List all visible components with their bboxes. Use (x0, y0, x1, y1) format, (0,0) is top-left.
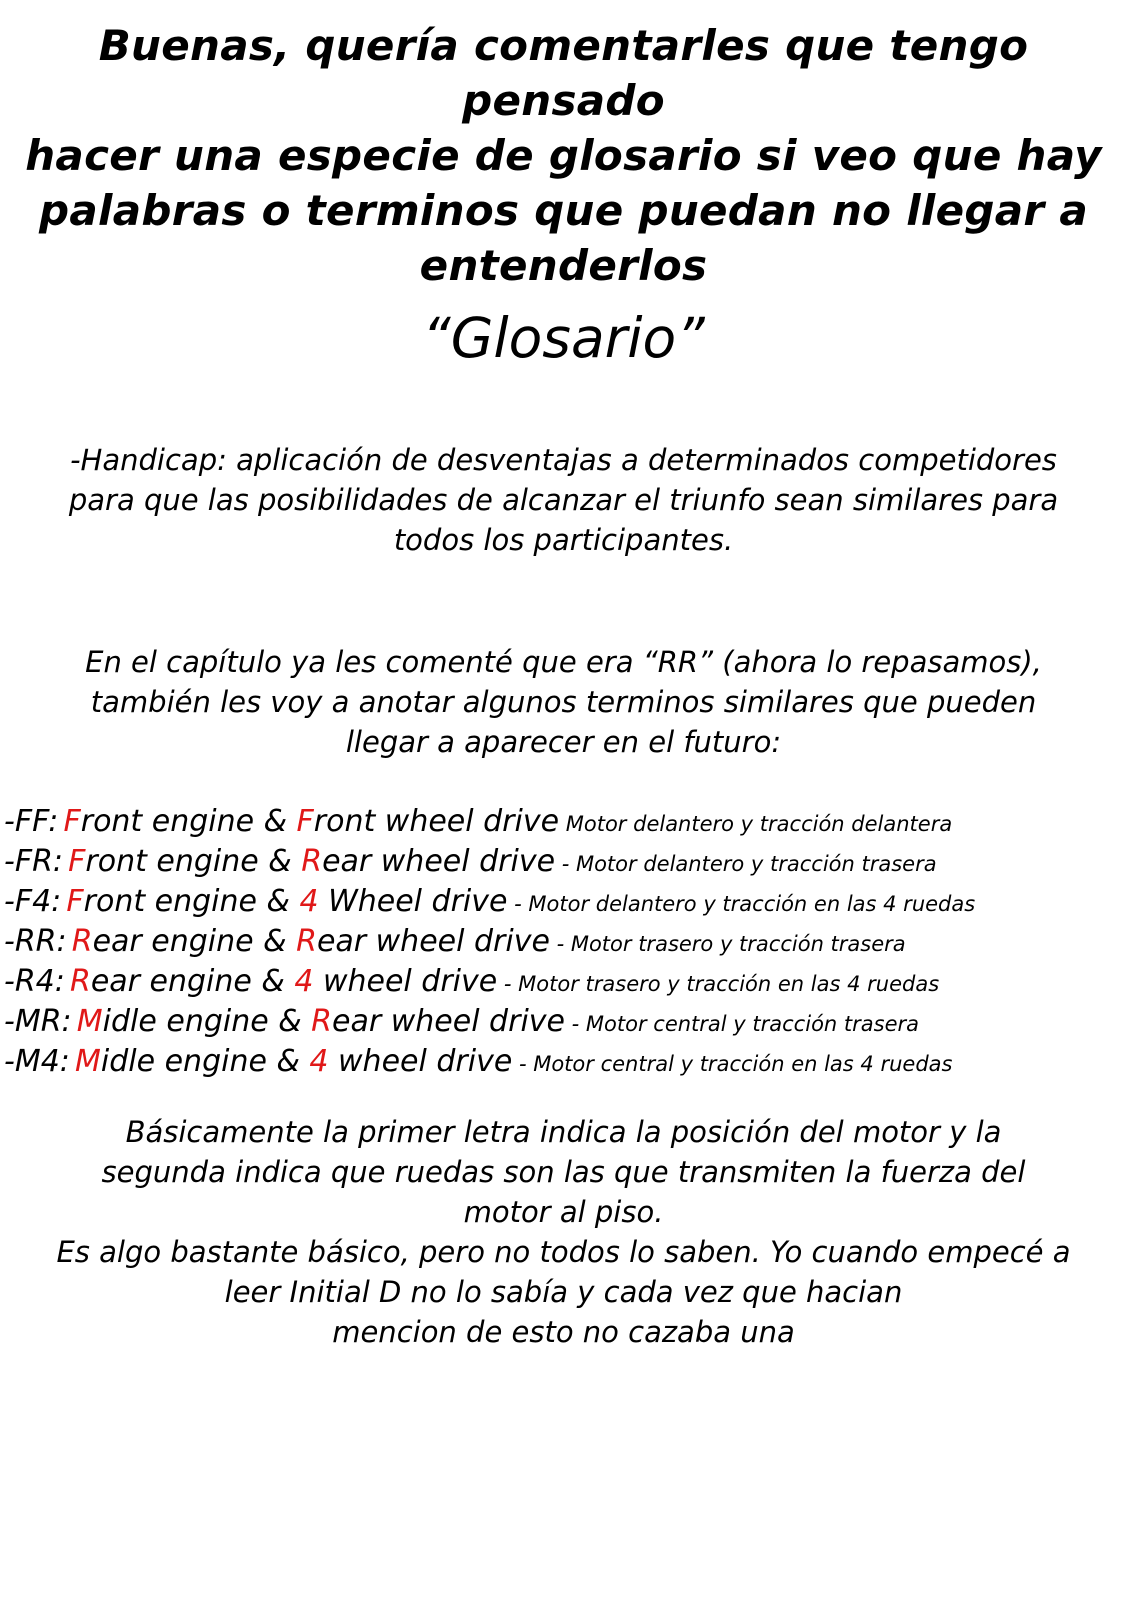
term-text: ear engine & (92, 924, 297, 959)
separator: - (497, 972, 519, 996)
glossary-abbr: -MR: (4, 1004, 72, 1039)
glossary-term (77, 1004, 565, 1039)
explanation-paragraph (4, 1112, 1123, 1352)
glossary-abbr: -FF: (4, 804, 59, 839)
term-text: Wheel drive (318, 884, 508, 919)
term-text: idle engine & (100, 1044, 310, 1079)
highlight-letter: M (75, 1044, 101, 1079)
glossary-description: Motor trasero y tracción en las 4 ruedas (518, 972, 940, 996)
explanation-line: Básicamente la primer letra indica la posición del motor y la (125, 1115, 1002, 1149)
glossary-term (66, 884, 507, 919)
highlight-letter: 4 (294, 964, 314, 999)
term-text: ront engine & (83, 884, 300, 919)
lead-paragraph (10, 642, 1117, 762)
explanation-line: mencion de esto no cazaba una (332, 1315, 795, 1349)
term-text: wheel drive (328, 1044, 513, 1079)
highlight-letter: 4 (309, 1044, 329, 1079)
glossary-term (68, 844, 555, 879)
term-text: ear wheel drive (332, 1004, 565, 1039)
intro-line: hacer una especie de glosario si veo que hay (25, 131, 1102, 180)
glossary-item-rr (4, 922, 1127, 962)
glossary-description: Motor delantero y tracción delantera (565, 812, 953, 836)
term-text: wheel drive (313, 964, 498, 999)
lead-line: también les voy a anotar algunos terminos similares que pueden (90, 685, 1037, 719)
term-text: ront engine & (80, 804, 297, 839)
definition-line: todos los participantes. (393, 523, 734, 557)
lead-line: En el capítulo ya les comenté que era “RR” (ahora lo repasamos), (85, 645, 1042, 679)
glossary-item-f4 (4, 882, 1127, 922)
glossary-term (75, 1044, 512, 1079)
separator: - (507, 892, 529, 916)
intro-line: Buenas, quería comentarles que tengo pensado (98, 21, 1029, 125)
term-text: ear engine & (90, 964, 295, 999)
glossary-term (72, 924, 550, 959)
definition-line: para que las posibilidades de alcanzar el triunfo sean similares para (68, 483, 1059, 517)
intro-line: palabras o terminos que puedan no llegar a (39, 186, 1088, 235)
highlight-letter: M (76, 1004, 103, 1039)
term-text: ear wheel drive (322, 844, 556, 879)
glossary-term (63, 804, 559, 839)
separator: - (564, 1012, 586, 1036)
explanation-line: leer Initial D no lo sabía y cada vez que hacian (224, 1275, 903, 1309)
glossary-description: Motor trasero y tracción trasera (570, 932, 906, 956)
glossary-description: Motor central y tracción en las 4 ruedas (533, 1052, 953, 1076)
glossary-abbr: -FR: (4, 844, 64, 879)
separator: - (549, 932, 571, 956)
highlight-letter: 4 (299, 884, 319, 919)
explanation-line: motor al piso. (463, 1195, 664, 1229)
glossary-abbr: -R4: (4, 964, 65, 999)
highlight-letter: R (71, 924, 93, 959)
glossary-description: Motor delantero y tracción en las 4 ruedas (528, 892, 976, 916)
glossary-item-mr (4, 1002, 1127, 1042)
highlight-letter: R (296, 924, 317, 959)
lead-line: llegar a aparecer en el futuro: (345, 725, 782, 759)
glossary-description: Motor delantero y tracción trasera (575, 852, 937, 876)
glossary-title: “Glosario” (422, 306, 705, 370)
separator: - (512, 1052, 534, 1076)
explanation-line: Es algo bastante básico, pero no todos lo saben. Yo cuando empecé a (56, 1235, 1071, 1269)
glossary-item-fr (4, 842, 1127, 882)
highlight-letter: R (69, 964, 91, 999)
separator (559, 812, 566, 836)
handicap-definition (4, 440, 1123, 560)
highlight-letter: R (311, 1004, 333, 1039)
explanation-line: segunda indica que ruedas son las que transmiten la fuerza del (101, 1155, 1026, 1189)
drivetrain-glossary-list (4, 802, 1127, 1082)
intro-paragraph (20, 18, 1107, 293)
glossary-item-m4 (4, 1042, 1127, 1082)
highlight-letter: F (66, 884, 84, 919)
highlight-letter: F (68, 844, 86, 879)
term-text: ear wheel drive (316, 924, 550, 959)
term-text: ront wheel drive (313, 804, 560, 839)
term-text: idle engine & (102, 1004, 312, 1039)
glossary-abbr: -RR: (4, 924, 67, 959)
glossary-term (70, 964, 497, 999)
glossary-description: Motor central y tracción trasera (585, 1012, 919, 1036)
glossary-item-r4 (4, 962, 1127, 1002)
glossary-item-ff (4, 802, 1127, 842)
glossary-abbr: -F4: (4, 884, 62, 919)
glossary-abbr: -M4: (4, 1044, 70, 1079)
separator: - (555, 852, 576, 876)
highlight-letter: F (296, 804, 314, 839)
highlight-letter: F (63, 804, 81, 839)
highlight-letter: R (301, 844, 323, 879)
term-text: ront engine & (85, 844, 302, 879)
definition-line: -Handicap: aplicación de desventajas a determinados competidores (70, 443, 1057, 477)
intro-line: entenderlos (419, 241, 708, 290)
